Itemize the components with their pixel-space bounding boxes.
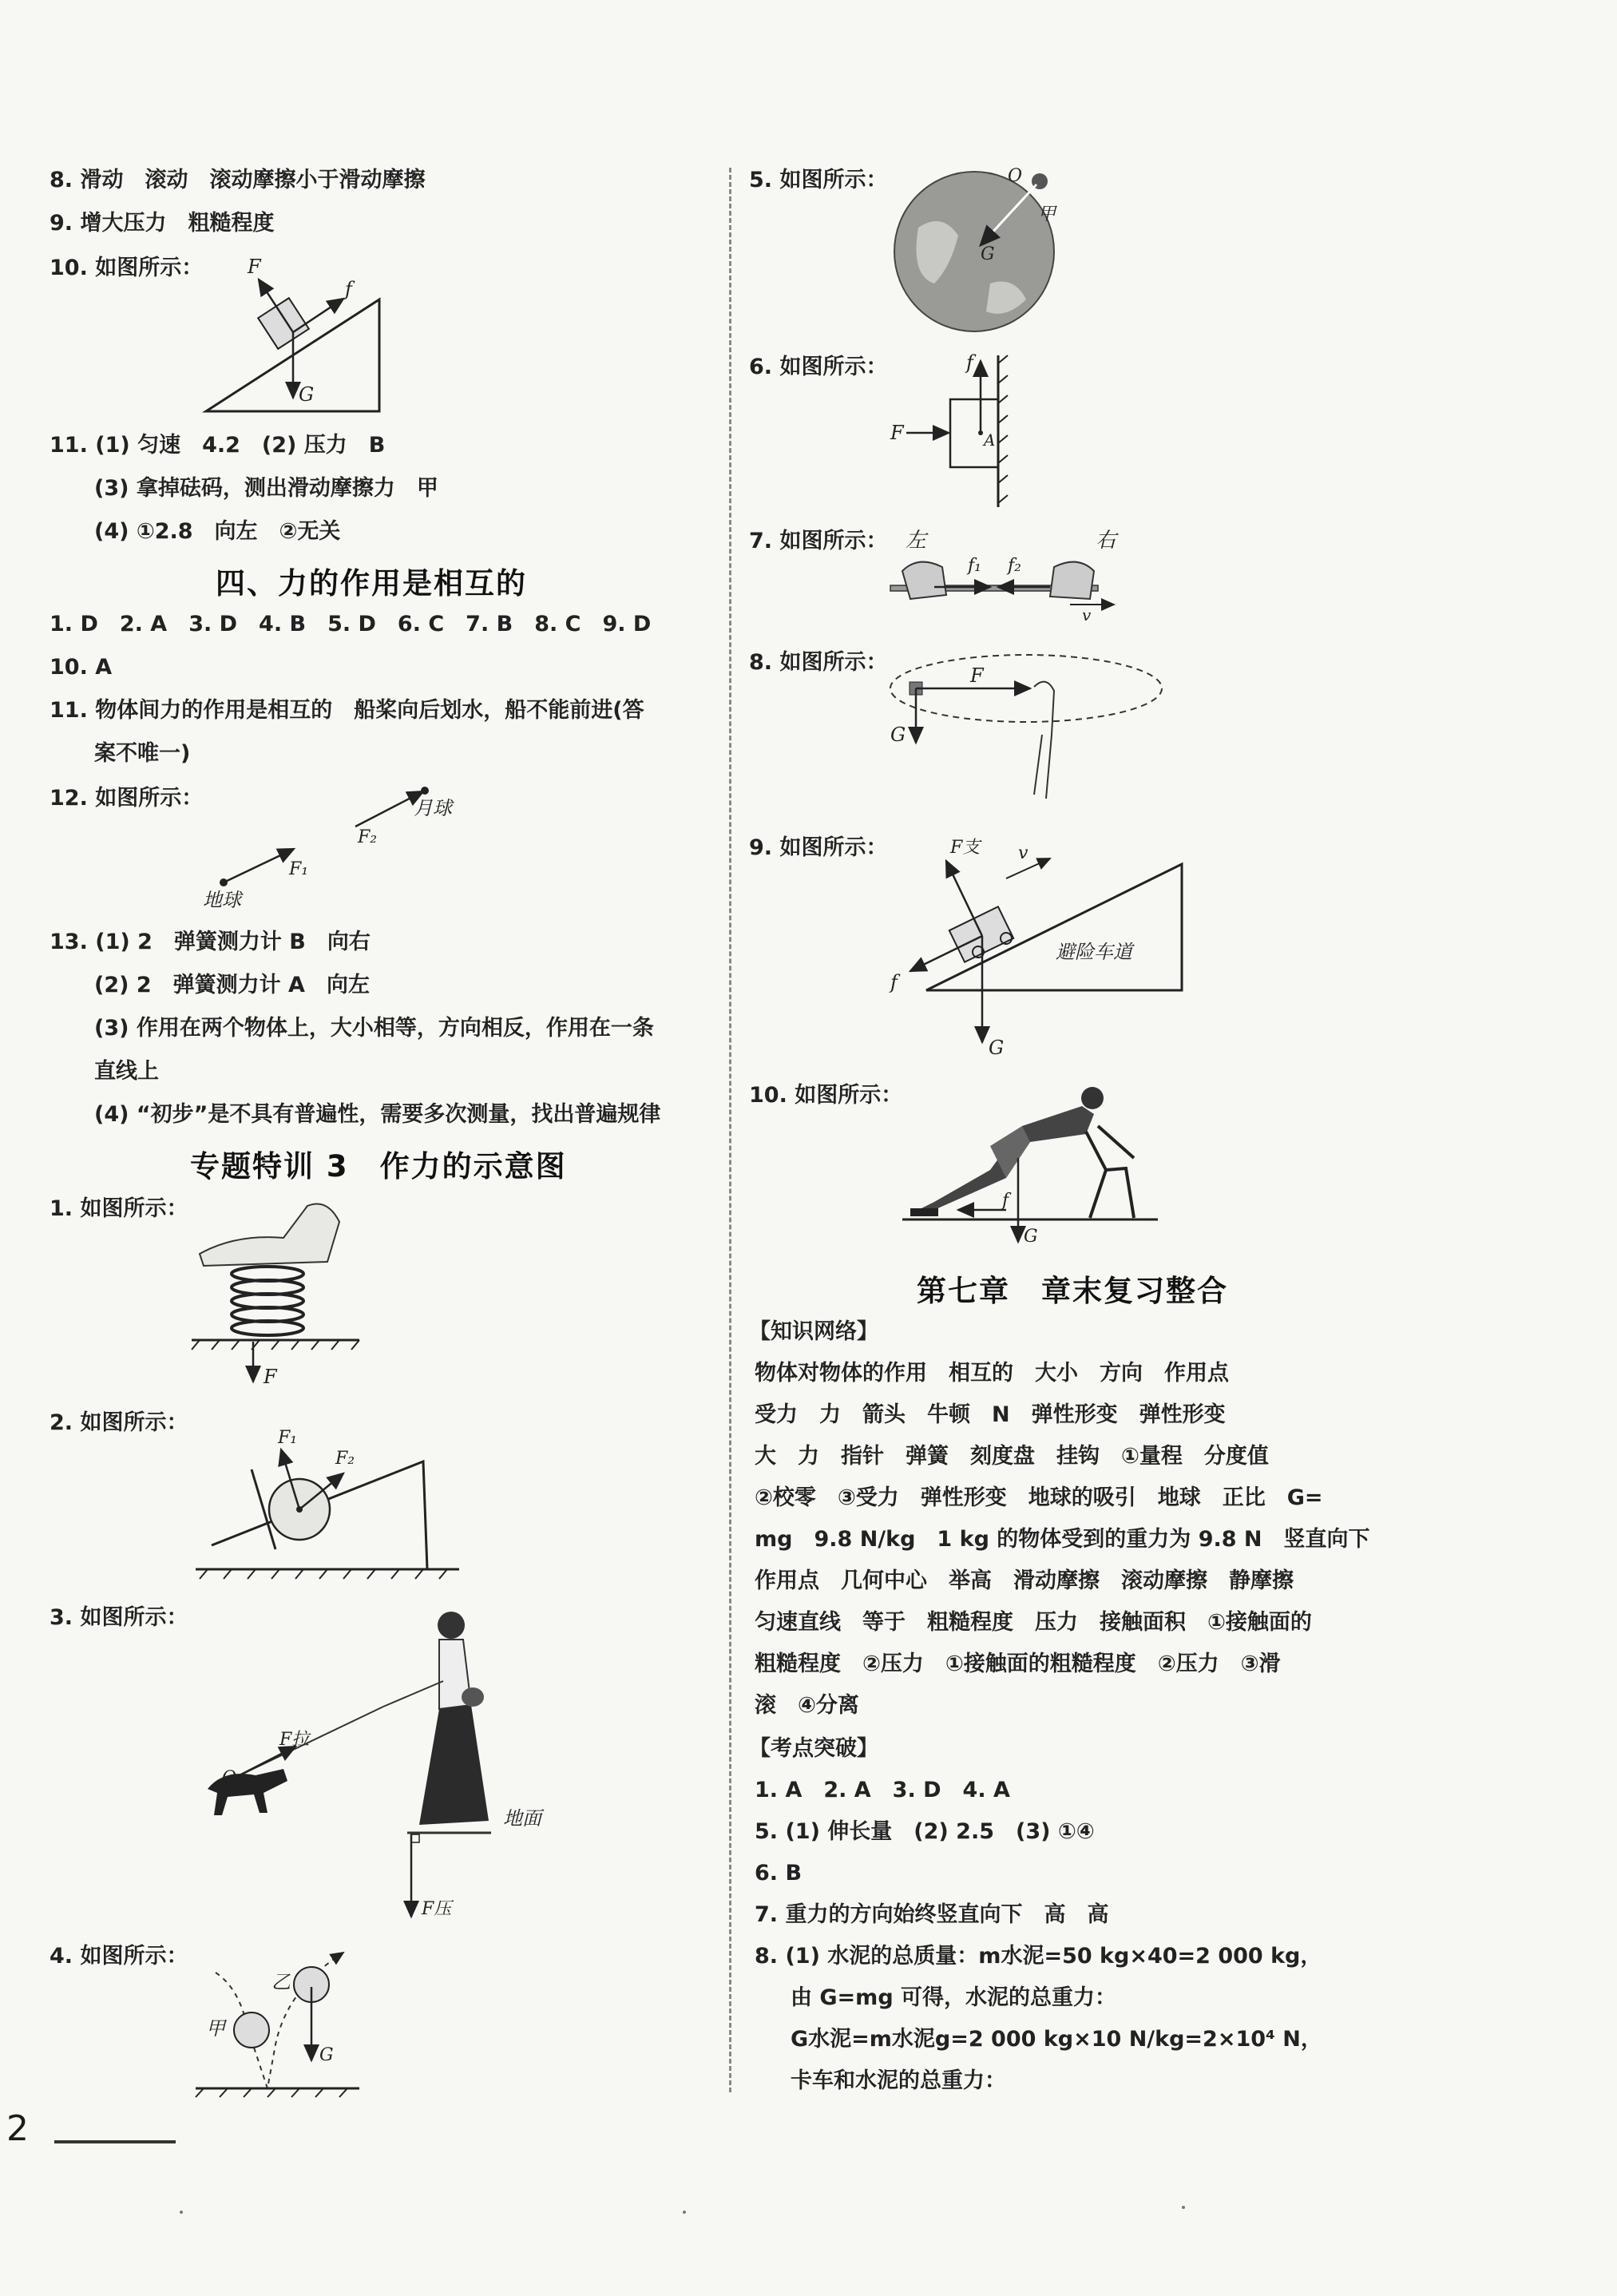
label-A: A [984,430,996,450]
label-G: G [989,1037,1005,1059]
knowledge-line: 大 力 指针 弹簧 刻度盘 挂钩 ①量程 分度值 [755,1444,1269,1469]
label-F2: F₂ [335,1449,355,1469]
knowledge-line: 滚 ④分离 [755,1693,859,1718]
answer-line: 案不唯一) [94,741,191,766]
knowledge-line: 受力 力 箭头 牛顿 N 弹性形变 弹性形变 [755,1402,1226,1427]
answer-line: 5. (1) 伸长量 (2) 2.5 (3) ①④ [755,1819,1095,1844]
label-moon: 月球 [414,797,452,819]
answer-line: 1. D 2. A 3. D 4. B 5. D 6. C 7. B 8. C 9. D [50,612,652,636]
figure-basketball-trajectory [192,1941,375,2100]
label-O: O [1008,166,1023,186]
label-f: f [890,971,898,993]
scan-dot [1182,2206,1185,2209]
answer-line: 11. 物体间力的作用是相互的 船桨向后划水，船不能前进(答 [50,698,644,723]
label-v: v [1018,843,1028,863]
section-heading: 第七章 章末复习整合 [917,1274,1228,1308]
label-F: F [890,422,904,444]
knowledge-line: mg 9.8 N/kg 1 kg 的物体受到的重力为 9.8 N 竖直向下 [755,1527,1370,1552]
answer-line: 6. B [755,1861,803,1886]
label-ground: 地面 [503,1807,541,1830]
answer-line: (2) 2 弹簧测力计 A 向左 [94,973,370,997]
answer-line: 11. (1) 匀速 4.2 (2) 压力 B [50,433,386,458]
label-F: F [970,664,984,687]
section-heading: 四、力的作用是相互的 [216,566,527,601]
answer-line: (3) 拿掉砝码，测出滑动摩擦力 甲 [94,476,438,501]
label-G: G [1024,1227,1038,1247]
page-number-rule [54,2140,176,2143]
label-road: 避险车道 [1056,941,1132,963]
answer-line: 12. 如图所示： [50,786,204,811]
figure-escape-ramp [886,831,1190,1062]
label-Fya: F压 [422,1899,452,1919]
label-earth: 地球 [203,889,241,911]
figure-incline-friction [200,256,399,419]
answer-line: (4) “初步”是不具有普遍性，需要多次测量，找出普遍规律 [94,1102,661,1127]
label-F2: F₂ [358,827,378,847]
label-jia: 甲 [1038,204,1056,224]
answer-line: 由 G=mg 可得，水泥的总重力： [791,1985,1117,2010]
page-number: 2 [6,2108,29,2149]
answer-line: 直线上 [94,1059,159,1084]
answer-line: 10. 如图所示： [50,256,204,280]
subsection-heading: 【知识网络】 [749,1319,878,1344]
label-left: 左 [906,529,927,553]
label-F1: F₁ [289,859,309,879]
answer-line: 7. 如图所示： [749,529,888,553]
figure-earth-moon-forces [192,779,511,914]
subsection-heading: 【考点突破】 [749,1736,878,1761]
answer-line: 2. 如图所示： [50,1410,188,1435]
answer-line: 9. 增大压力 粗糙程度 [50,211,275,236]
label-Fla: F拉 [279,1730,310,1750]
figure-woman-dog [192,1601,551,1937]
answer-line: 6. 如图所示： [749,355,888,379]
label-G: G [319,2045,334,2065]
label-f2: f₂ [1008,556,1021,576]
figure-ball-on-incline [192,1410,463,1581]
answer-line: (3) 作用在两个物体上，大小相等，方向相反，作用在一条 [94,1016,654,1041]
figure-pushup-chair [902,1082,1166,1250]
answer-line: 7. 重力的方向始终竖直向下 高 高 [755,1902,1109,1927]
answer-line: 9. 如图所示： [749,835,888,860]
answer-line: 1. A 2. A 3. D 4. A [755,1778,1010,1802]
figure-circular-motion [882,647,1170,807]
label-f: f [966,351,973,374]
label-v: v [1082,605,1092,625]
label-f1: f₁ [968,556,981,576]
label-f: f [345,278,352,300]
knowledge-line: 匀速直线 等于 粗糙程度 压力 接触面积 ①接触面的 [755,1610,1312,1635]
answer-line: 3. 如图所示： [50,1605,188,1630]
label-F: F [248,256,261,278]
label-G: G [981,244,995,264]
label-jia: 甲 [206,2017,225,2040]
label-right: 右 [1096,529,1117,553]
answer-line: 10. 如图所示： [749,1083,903,1108]
figure-block-on-wall [886,351,1014,511]
answer-line: 1. 如图所示： [50,1196,188,1221]
label-G: G [890,724,906,746]
section-heading: 专题特训 3 作力的示意图 [190,1149,567,1184]
figure-hand-spring [188,1190,371,1390]
answer-line: (4) ①2.8 向左 ②无关 [94,519,341,544]
scan-dot [683,2211,686,2214]
label-yi: 乙 [271,1971,291,1993]
knowledge-line: ②校零 ③受力 弹性形变 地球的吸引 地球 正比 G= [755,1485,1323,1510]
answer-line: 10. A [50,655,113,680]
label-G: G [299,383,315,406]
column-divider [729,168,731,2092]
answer-line: 8. (1) 水泥的总质量：m水泥=50 kg×40=2 000 kg， [755,1944,1322,1969]
label-f: f [1002,1191,1009,1211]
scan-dot [180,2211,183,2214]
knowledge-line: 粗糙程度 ②压力 ①接触面的粗糙程度 ②压力 ③滑 [755,1652,1281,1676]
answer-line: 8. 如图所示： [749,650,888,675]
label-Fzhi: F支 [950,838,981,858]
label-O: O [222,1768,237,1788]
figure-rod-friction [886,523,1126,625]
answer-line: 4. 如图所示： [50,1944,188,1969]
answer-line: 卡车和水泥的总重力： [791,2068,1006,2093]
answer-line: 13. (1) 2 弹簧测力计 B 向右 [50,930,371,954]
answer-line: G水泥=m水泥g=2 000 kg×10 N/kg=2×10⁴ N， [791,2027,1322,2052]
label-F1: F₁ [278,1428,298,1448]
figure-earth-gravity [886,164,1078,331]
label-F: F [264,1366,277,1388]
answer-line: 5. 如图所示： [749,168,888,192]
knowledge-line: 作用点 几何中心 举高 滑动摩擦 滚动摩擦 静摩擦 [755,1568,1294,1593]
knowledge-line: 物体对物体的作用 相互的 大小 方向 作用点 [755,1361,1229,1386]
answer-line: 8. 滑动 滚动 滚动摩擦小于滑动摩擦 [50,168,426,192]
